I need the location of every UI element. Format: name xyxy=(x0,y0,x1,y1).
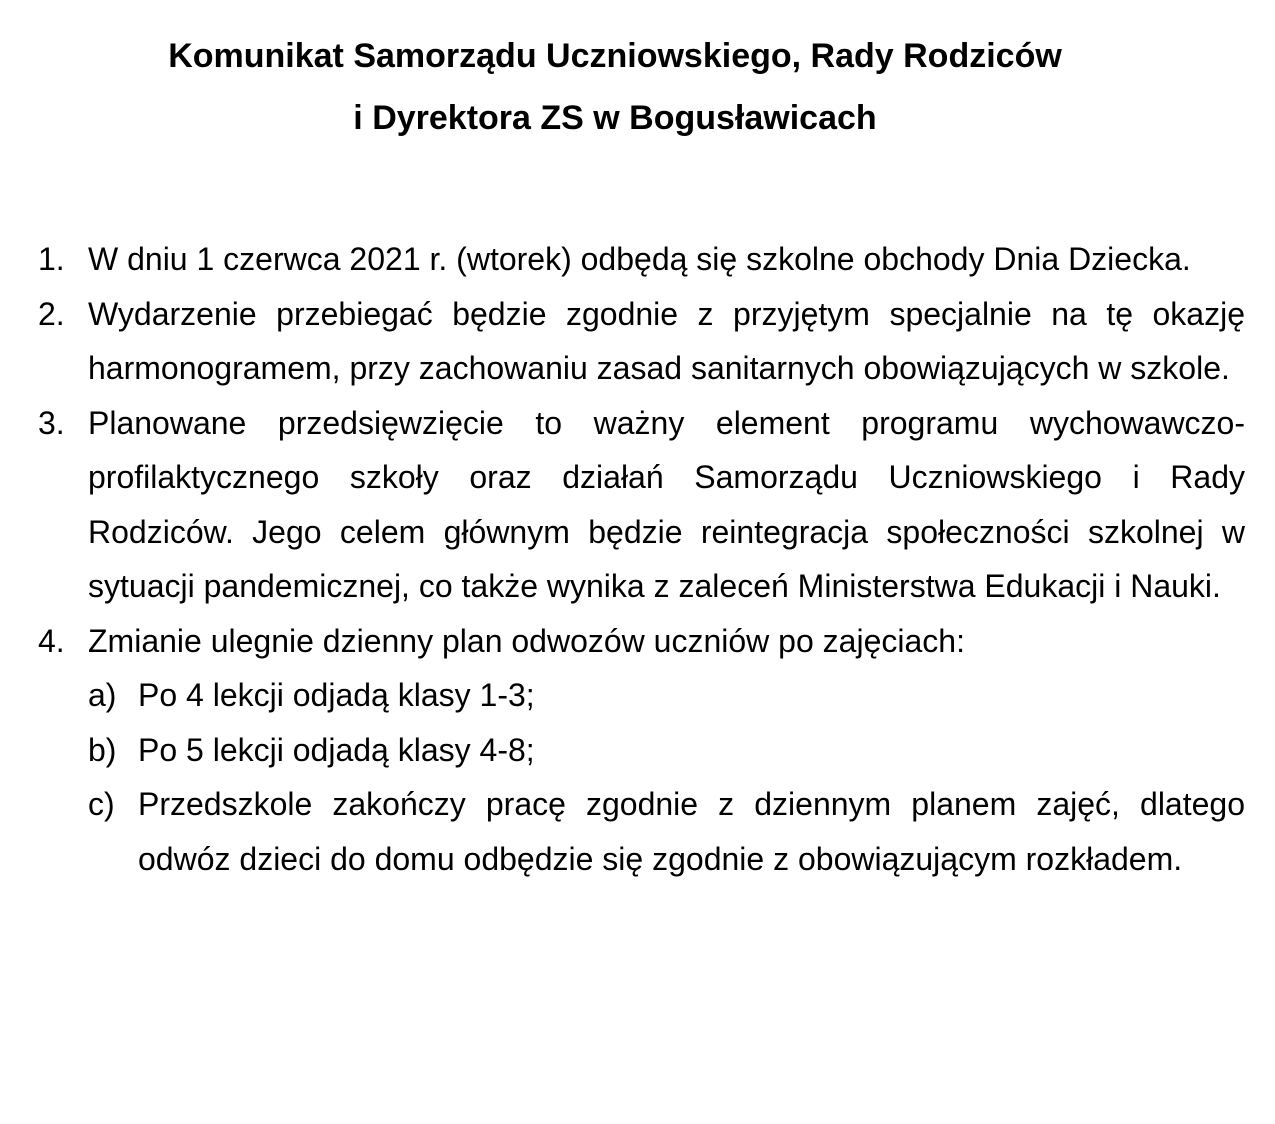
list-item-number: 3. xyxy=(38,404,65,441)
sublist-item-text: Po 5 lekcji odjadą klasy 4-8; xyxy=(138,731,535,768)
sublist-item-c xyxy=(0,777,1275,886)
sublist-item-letter: c) xyxy=(88,786,115,822)
document-title-line-2: i Dyrektora ZS w Bogusławicach xyxy=(353,99,877,137)
list-item-1 xyxy=(0,232,1275,287)
sublist-item-letter: b) xyxy=(88,731,117,768)
sublist-item-text: Przedszkole zakończy pracę zgodnie z dziennym planem zajęć, dlatego odwóz dzieci do domu odbędzie się zgodnie z obowiązującym rozkładem. xyxy=(138,786,1245,877)
list-item-2 xyxy=(0,287,1275,396)
list-item-text: Planowane przedsięwzięcie to ważny element programu wychowawczo-profilaktycznego szkoły oraz działań Samorządu Uczniowskiego i Rady Rodziców. Jego celem głównym będzie reintegracja społeczności szkolnej w sytuacji pandemicznej, co także wynika z zaleceń Ministerstwa Edukacji i Nauki. xyxy=(88,404,1245,604)
sublist-item-b xyxy=(0,723,1275,778)
list-item-4 xyxy=(0,614,1275,669)
list-item-3 xyxy=(0,396,1275,614)
list-item-number: 4. xyxy=(38,622,65,659)
sublist-item-letter: a) xyxy=(88,677,117,713)
sublist-item-a xyxy=(0,668,1275,723)
list-item-text: W dniu 1 czerwca 2021 r. (wtorek) odbędą się szkolne obchody Dnia Dziecka. xyxy=(88,241,1191,277)
list-item-number: 2. xyxy=(38,295,65,332)
announcement-list xyxy=(0,232,1275,886)
list-item-text: Zmianie ulegnie dzienny plan odwozów uczniów po zajęciach: xyxy=(88,622,965,659)
document-title-line-1: Komunikat Samorządu Uczniowskiego, Rady Rodziców xyxy=(168,37,1062,75)
sublist-item-text: Po 4 lekcji odjadą klasy 1-3; xyxy=(138,677,535,713)
list-item-number: 1. xyxy=(38,241,65,277)
list-item-text: Wydarzenie przebiegać będzie zgodnie z przyjętym specjalnie na tę okazję harmonogramem, przy zachowaniu zasad sanitarnych obowiązujących w szkole. xyxy=(88,295,1245,386)
